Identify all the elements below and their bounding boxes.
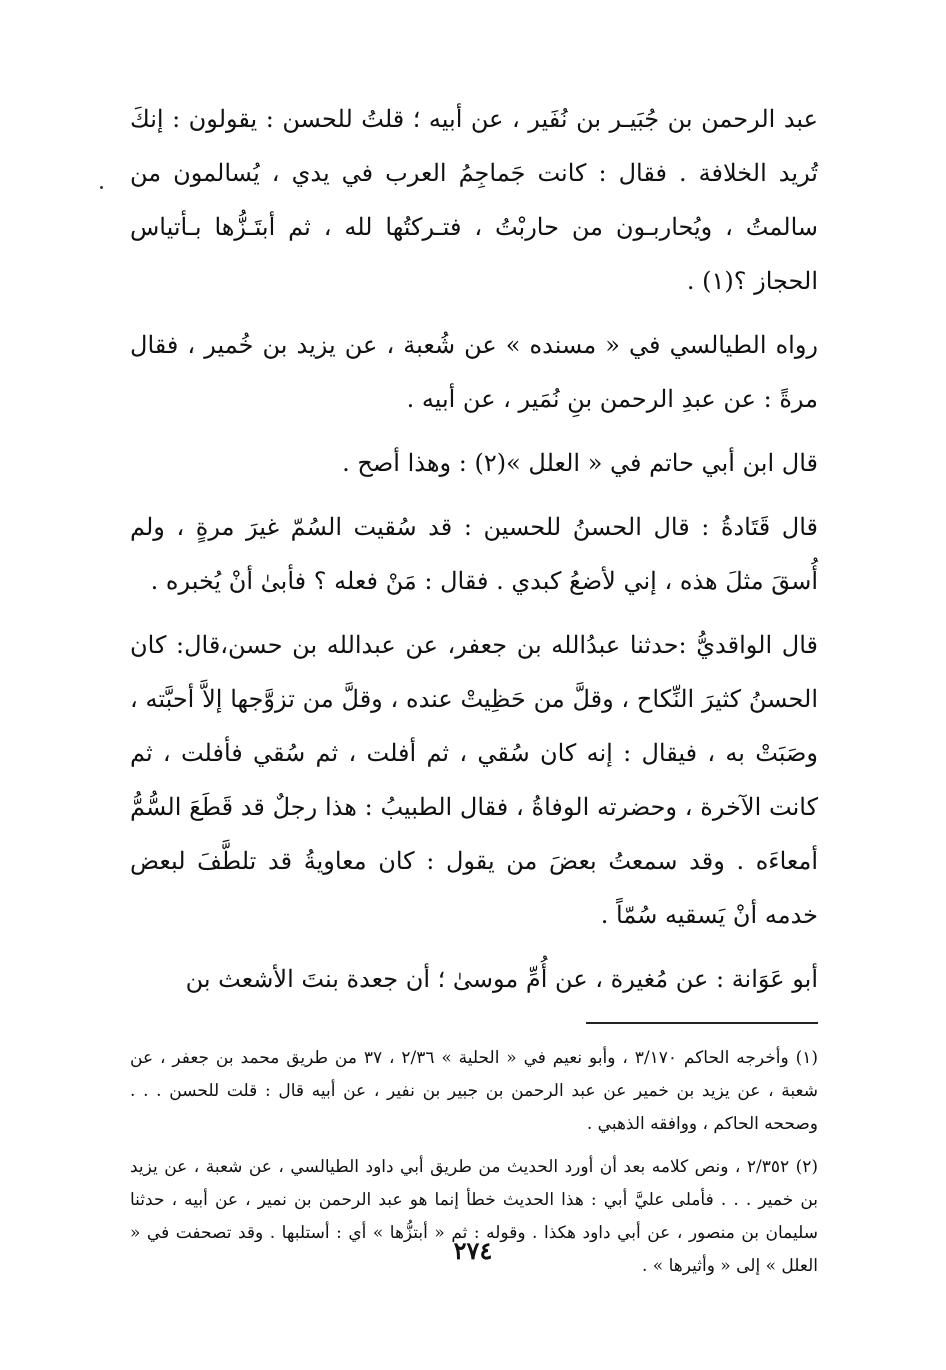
footnote-divider — [586, 1022, 818, 1024]
paragraph-3: قال ابن أبي حاتم في « العلل »(٢) : وهذا أصح . — [342, 449, 818, 477]
footnote-2: (٢) ٢/٣٥٢ ، ونص كلامه بعد أن أورد الحديث من طريق أبي داود الطيالسي ، عن شعبة ، عن يزيد بن خمير . . . فأملى عليَّ أبي : هذا الحديث خطأ إنما هو عبد الرحمن بن نمير ، عن أبيه ، حدثنا سليمان بن منصور ، عن أبي داود هكذا . وقوله : ثم « أبتزُّها » أي : أستلبها . وقد تصحفت في « العلل » إلى « وأثيرها » . — [130, 1157, 818, 1276]
paragraph-4: قال قَتَادةُ : قال الحسنُ للحسين : قد سُقيت السُمّ غيرَ مرةٍ ، ولم أُسقَ مثلَ هذه ، إني لأضعُ كبدي . فقال : مَنْ فعله ؟ فأبىٰ أنْ يُخبره . — [130, 513, 818, 595]
footnote-1: (١) وأخرجه الحاكم ٣/١٧٠ ، وأبو نعيم في « الحلية » ٢/٣٦ ، ٣٧ من طريق محمد بن جعفر ، عن شعبة ، عن يزيد بن خمير عن عبد الرحمن بن جبير بن نفير ، عن أبيه قال : قلت للحسن . . . وصححه الحاكم ، ووافقه الذهبي . — [130, 1048, 818, 1134]
page-number: ٢٧٤ — [453, 1236, 493, 1265]
paragraph-5: قال الواقديُّ :حدثنا عبدُالله بن جعفر، عن عبدالله بن حسن،قال: كان الحسنُ كثيرَ النِّكاح ، وقلَّ من حَظِيتْ عنده ، وقلَّ من تزوَّجها إلاَّ أحبَّته ، وصَبَتْ به ، فيقال : إنه كان سُقي ، ثم أفلت ، ثم سُقي فأفلت ، ثم كانت الآخرة ، وحضرته الوفاةُ ، فقال الطبيبُ : هذا رجلٌ قد قَطَعَ السُّمُّ أمعاءَه . وقد سمعتُ بعضَ من يقول : كان معاويةُ قد تلطَّفَ لبعض خدمه أنْ يَسقيه سُمّاً . — [130, 631, 818, 929]
paragraph-1: عبد الرحمن بن جُبَيـر بن نُفَير ، عن أبيه ؛ قلتُ للحسن : يقولون : إنكَ تُريد الخلافة . فقال : كانت جَماجِمُ العرب في يدي ، يُسالمون من سالمتُ ، ويُحاربـون من حاربْتُ ، فتـركتُها لله ، ثم أبتَـزُّها بـأتياس الحجاز ؟(١) . — [130, 105, 818, 295]
paragraph-6: أبو عَوَانة : عن مُغيرة ، عن أُمِّ موسىٰ ؛ أن جعدة بنتَ الأشعث بن — [185, 965, 818, 993]
scan-speck — [100, 186, 103, 189]
paragraph-2: رواه الطيالسي في « مسنده » عن شُعبة ، عن يزيد بن خُمير ، فقال مرةً : عن عبدِ الرحمن بنِ نُمَير ، عن أبيه . — [130, 331, 818, 413]
page-body — [130, 92, 818, 1293]
